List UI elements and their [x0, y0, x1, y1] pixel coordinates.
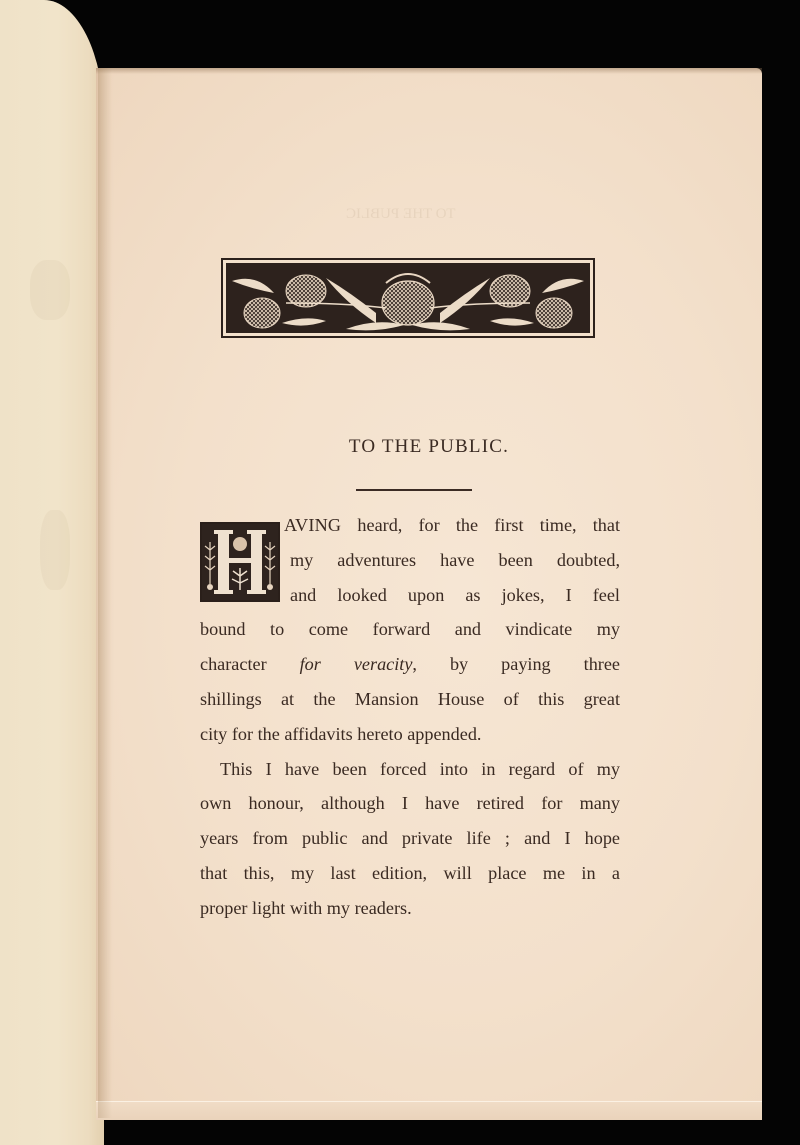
italic-emphasis: for veracity [299, 654, 413, 675]
text-line: proper light with my readers. [200, 897, 412, 918]
page-bottom-edge [96, 1101, 762, 1120]
title-divider-rule [356, 489, 472, 491]
show-through-bleed: TO THE PUBLIC [346, 206, 456, 222]
text-line: AVING heard, for the first time, that [284, 515, 620, 535]
page-gutter-shadow [98, 68, 112, 1118]
text-line: bound to come forward and vindicate my [200, 619, 620, 640]
left-facing-page [0, 0, 104, 1145]
floral-initial-h-icon [202, 524, 278, 600]
text-line: shillings at the Mansion House of this great [200, 688, 620, 709]
text-line: own honour, although I have retired for many [200, 793, 620, 814]
body-text [200, 508, 620, 926]
text-line: my adventures have been doubted, [290, 549, 620, 570]
headpiece-ornament [221, 258, 595, 338]
text-line: This I have been forced into in regard of my [220, 758, 620, 779]
text-line: years from public and private life ; and I hope [200, 828, 620, 849]
thistle-ornament-icon [226, 263, 590, 333]
text-line: and looked upon as jokes, I feel [290, 584, 620, 605]
text-line: city for the affidavits hereto appended. [200, 723, 482, 744]
drop-cap-initial [200, 522, 280, 602]
text-line: that this, my last edition, will place me in a [200, 862, 620, 883]
thistle-band-icon [226, 263, 590, 333]
text-line: character for veracity, by paying three [200, 654, 620, 675]
page-top-edge [96, 68, 762, 74]
book-page [96, 68, 762, 1120]
page-title: TO THE PUBLIC. [348, 436, 510, 457]
drop-cap-continuation: AVING [284, 515, 342, 535]
paper-stain [30, 260, 70, 320]
paper-stain [40, 510, 70, 590]
